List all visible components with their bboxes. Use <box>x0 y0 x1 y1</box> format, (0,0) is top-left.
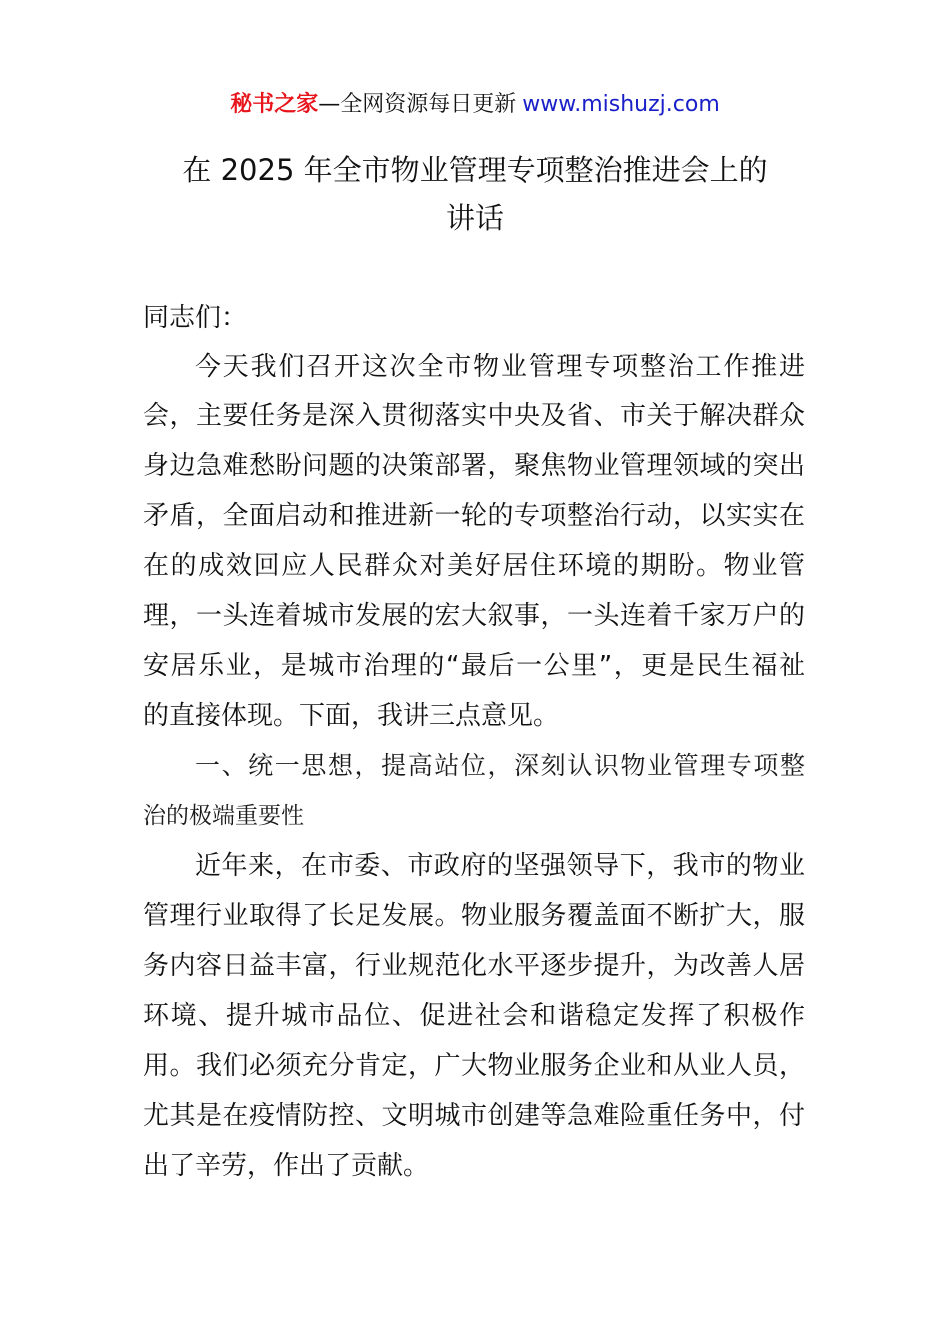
paragraph-line: 会，主要任务是深入贯彻落实中央及省、市关于解决群众 <box>143 401 805 431</box>
salutation: 同志们： <box>143 303 248 333</box>
paragraph-line: 的直接体现。下面，我讲三点意见。 <box>143 701 560 731</box>
paragraph-line: 尤其是在疫情防控、文明城市创建等急难险重任务中，付 <box>143 1101 805 1131</box>
site-header <box>0 88 950 122</box>
paragraph-line: 今天我们召开这次全市物业管理专项整治工作推进 <box>195 352 805 382</box>
paragraph-line: 出了辛劳，作出了贡献。 <box>143 1151 430 1181</box>
paragraph-line: 理，一头连着城市发展的宏大叙事，一头连着千家万户的 <box>143 601 805 631</box>
paragraph-line: 身边急难愁盼问题的决策部署，聚焦物业管理领域的突出 <box>143 451 805 481</box>
site-tagline: 全网资源每日更新 <box>340 92 517 117</box>
paragraph-line: 环境、提升城市品位、促进社会和谐稳定发挥了积极作 <box>143 1001 805 1031</box>
document-title-line-1: 在 2025 年全市物业管理专项整治推进会上的 <box>182 153 768 187</box>
paragraph-line: 矛盾，全面启动和推进新一轮的专项整治行动，以实实在 <box>143 501 805 531</box>
paragraph-line: 近年来，在市委、市政府的坚强领导下，我市的物业 <box>195 851 805 881</box>
document-title-line-2: 讲话 <box>445 201 504 235</box>
paragraph-line: 务内容日益丰富，行业规范化水平逐步提升，为改善人居 <box>143 951 805 981</box>
paragraph-line: 管理行业取得了长足发展。物业服务覆盖面不断扩大，服 <box>143 901 805 931</box>
site-url-link[interactable]: www.mishuzj.com <box>522 92 720 117</box>
paragraph-line: 在的成效回应人民群众对美好居住环境的期盼。物业管 <box>143 551 805 581</box>
site-brand: 秘书之家 <box>230 92 319 117</box>
section-heading-line-1: 一、统一思想，提高站位，深刻认识物业管理专项整 <box>195 751 805 780</box>
header-dash: — <box>318 92 341 117</box>
paragraph-line: 安居乐业，是城市治理的“最后一公里”，更是民生福祉 <box>143 651 805 681</box>
section-heading-line-2: 治的极端重要性 <box>143 803 304 829</box>
paragraph-line: 用。我们必须充分肯定，广大物业服务企业和从业人员， <box>143 1051 805 1081</box>
